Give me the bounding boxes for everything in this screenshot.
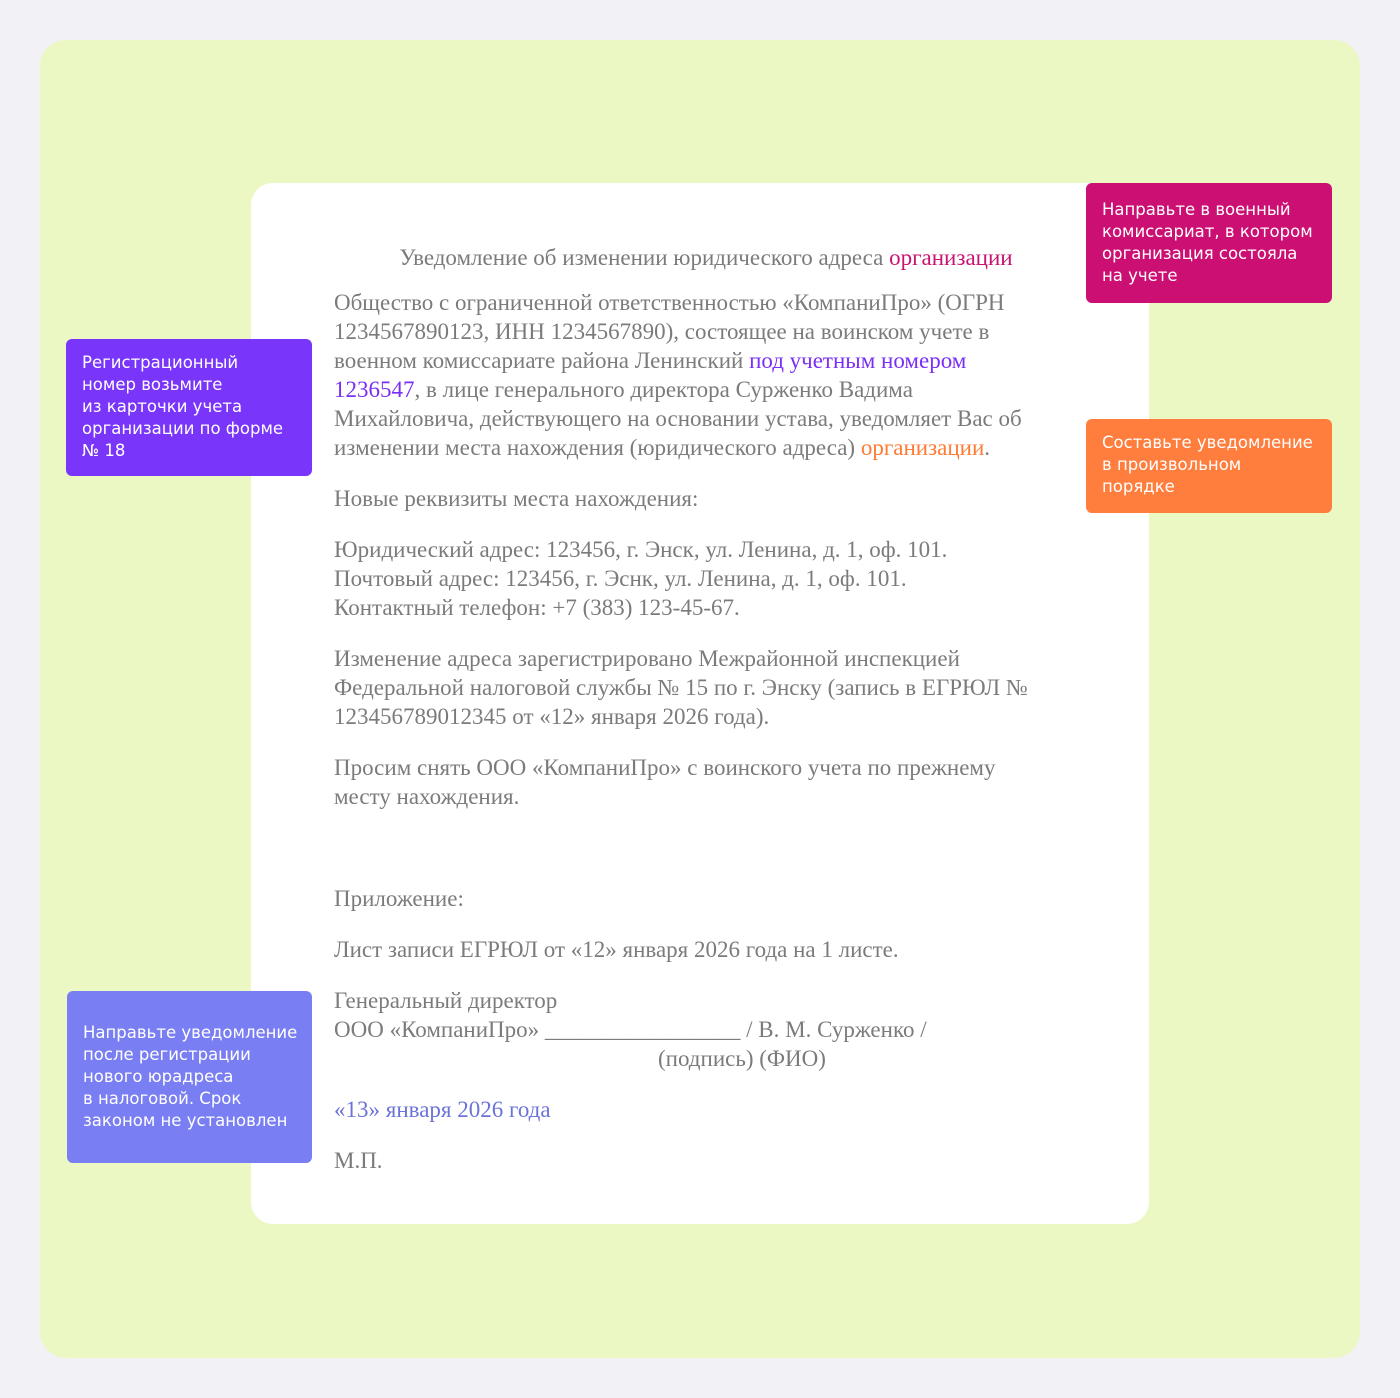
request-line: Просим снять ООО «КомпаниПро» с воинского учета по прежнему — [334, 755, 996, 780]
note-line: в произвольном — [1102, 455, 1242, 474]
request-paragraph — [334, 753, 1074, 811]
contact-phone: Контактный телефон: +7 (383) 123-45-67. — [334, 595, 740, 620]
attachment-heading-text: Приложение: — [334, 886, 464, 911]
registration-line: Изменение адреса зарегистрировано Межрайонной инспекцией — [334, 646, 960, 671]
requisites-heading-text: Новые реквизиты места нахождения: — [334, 486, 699, 511]
date-block — [334, 1095, 1074, 1124]
note-line: комиссариат, в котором — [1102, 222, 1313, 241]
note-line: после регистрации — [83, 1045, 251, 1064]
registration-line: 123456789012345 от «12» января 2026 года). — [334, 704, 770, 729]
note-format — [1086, 419, 1332, 513]
attachment-heading — [334, 884, 1074, 913]
intro-text: . — [984, 435, 991, 460]
note-line: нового юрадреса — [83, 1067, 234, 1086]
note-line: Направьте в военный — [1102, 200, 1291, 219]
intro-text: военном комиссариате района Ленинский — [334, 348, 750, 373]
intro-line: 1234567890123, ИНН 1234567890), состоящее на воинском учете в — [334, 319, 990, 344]
signature-position: Генеральный директор — [334, 988, 558, 1013]
address-block — [334, 535, 1074, 622]
note-line: законом не установлен — [83, 1111, 288, 1130]
note-line: номер возьмите — [82, 375, 223, 394]
signature-block — [334, 986, 1074, 1073]
note-line: № 18 — [82, 441, 126, 460]
intro-paragraph — [334, 288, 1074, 462]
document-title — [334, 243, 1074, 272]
signature-line: ООО «КомпаниПро» _________________ / В. М. Сурженко / — [334, 1017, 927, 1042]
attachment-item — [334, 935, 1074, 964]
title-highlight: организации — [889, 245, 1013, 270]
note-line: на учете — [1102, 266, 1178, 285]
request-line: месту нахождения. — [334, 784, 520, 809]
signature-caption: (подпись) (ФИО) — [658, 1046, 826, 1071]
account-number-highlight: под учетным номером — [749, 348, 967, 373]
stamp-block — [334, 1146, 1074, 1175]
stamp-mark: М.П. — [334, 1148, 383, 1173]
note-recipient — [1086, 183, 1332, 303]
intro-line — [334, 346, 1074, 375]
note-line: из карточки учета — [82, 397, 243, 416]
note-line: Составьте уведомление — [1102, 433, 1313, 452]
document-date: «13» января 2026 года — [334, 1097, 551, 1122]
intro-text: изменении места нахождения (юридического адреса) — [334, 435, 861, 460]
note-registration-number — [66, 339, 312, 476]
postal-address: Почтовый адрес: 123456, г. Эснк, ул. Ленина, д. 1, оф. 101. — [334, 566, 907, 591]
note-line: организации по форме — [82, 419, 284, 438]
intro-line — [334, 375, 1074, 404]
account-number-value: 1236547 — [334, 377, 415, 402]
spacer — [334, 833, 1074, 884]
note-line: в налоговой. Срок — [83, 1089, 242, 1108]
registration-line: Федеральной налоговой службы № 15 по г. Энску (запись в ЕГРЮЛ № — [334, 675, 1028, 700]
registration-paragraph — [334, 644, 1074, 731]
requisites-heading — [334, 484, 1074, 513]
intro-text: , в лице генерального директора Сурженко Вадима — [414, 377, 913, 402]
note-line: порядке — [1102, 477, 1175, 496]
title-text: Уведомление об изменении юридического адреса — [399, 245, 890, 270]
legal-address: Юридический адрес: 123456, г. Энск, ул. Ленина, д. 1, оф. 101. — [334, 537, 948, 562]
intro-line — [334, 433, 1074, 462]
note-timing — [67, 991, 312, 1163]
document-body — [334, 243, 1074, 1197]
note-line: организация состояла — [1102, 244, 1298, 263]
intro-line: Михайловича, действующего на основании устава, уведомляет Вас об — [334, 406, 1022, 431]
note-line: Регистрационный — [82, 353, 239, 372]
note-line: Направьте уведомление — [83, 1023, 298, 1042]
attachment-item-text: Лист записи ЕГРЮЛ от «12» января 2026 года на 1 листе. — [334, 937, 899, 962]
organization-highlight: организации — [860, 435, 985, 460]
intro-line: Общество с ограниченной ответственностью «КомпаниПро» (ОГРН — [334, 290, 1005, 315]
document-sheet — [251, 183, 1149, 1224]
